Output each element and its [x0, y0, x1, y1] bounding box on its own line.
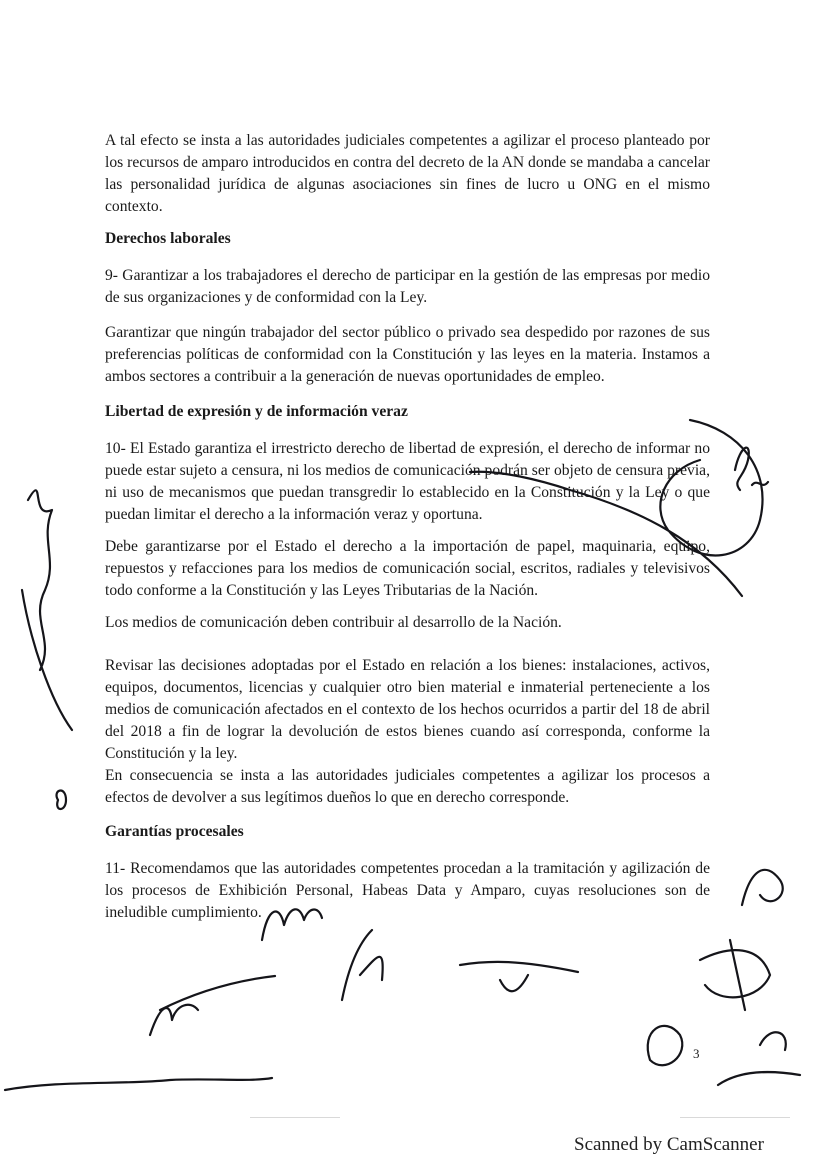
paragraph-item-9: 9- Garantizar a los trabajadores el derecho de participar en la gestión de las empresas por medio de sus organizaciones y de conformidad con la Ley.: [105, 267, 710, 306]
paragraph-amparo: A tal efecto se insta a las autoridades judiciales competentes a agilizar el proceso planteado por los recursos de amparo introducidos en contra del decreto de la AN donde se mandaba a cancelar las personalidad jurídica de algunas asociaciones sin fines de lucro u ONG en el mismo contexto.: [105, 132, 710, 215]
signature-near-cumplimiento: [262, 909, 322, 940]
camscanner-watermark: Scanned by CamScanner: [574, 1134, 764, 1155]
signature-right-1: [742, 870, 783, 905]
paragraph-despidos: Garantizar que ningún trabajador del sector público o privado sea despedido por razones de sus preferencias políticas de conformidad con la Constitución y las leyes en la materia. Instamos a ambos sectores a contribuir a la generación de nuevas oportunidades de empleo.: [105, 324, 710, 385]
signature-center-1: [342, 930, 383, 1000]
signature-center-2: [460, 962, 578, 991]
signature-initials-right: [735, 448, 768, 490]
signature-right-2: [700, 940, 770, 1010]
signature-left-margin: [22, 490, 72, 730]
signature-loop-right: [470, 420, 763, 596]
paragraph-revisar-bienes: Revisar las decisiones adoptadas por el Estado en relación a los bienes: instalaciones, activos, equipos, documentos, licencias y cualquier otro bien material e inmaterial perteneciente a los medios de comunicación afectados en el contexto de los hechos ocurridos a partir del 18 de abril del 2018 a fin de lograr la devolución de estos bienes cuando así corresponda, conforme la Constitución y la ley.: [105, 657, 710, 762]
footer-rule-left: [250, 1117, 340, 1118]
paragraph-item-11: 11- Recomendamos que las autoridades competentes procedan a la tramitación y agilización de los procesos de Exhibición Personal, Habeas Data y Amparo, cuyas resoluciones son de ineludible cumplimiento.: [105, 860, 710, 921]
signature-right-3: [648, 1026, 683, 1065]
paragraph-importacion: Debe garantizarse por el Estado el derecho a la importación de papel, maquinaria, equipo, repuestos y refacciones para los medios de comunicación social, escritos, radiales y televisivos todo conforme a la Constitución y las Leyes Tributarias de la Nación.: [105, 538, 710, 599]
signature-bottom-left-line: [5, 1078, 272, 1090]
heading-libertad-expresion: Libertad de expresión y de información veraz: [105, 403, 408, 420]
footer-rule-right: [680, 1117, 790, 1118]
page-number: 3: [693, 1046, 700, 1061]
paragraph-item-10: 10- El Estado garantiza el irrestricto derecho de libertad de expresión, el derecho de informar no puede estar sujeto a censura, ni los medios de comunicación podrán ser objeto de censura previa, ni uso de mecanismos que puedan transgredir lo establecido en la Constitución y la Ley o que puedan limitar el derecho a la información veraz y oportuna.: [105, 440, 710, 523]
signature-left-bottom: [150, 976, 275, 1035]
heading-garantias-procesales: Garantías procesales: [105, 823, 244, 840]
signature-left-mark: [57, 791, 66, 809]
signature-right-4: [718, 1032, 800, 1085]
heading-derechos-laborales: Derechos laborales: [105, 230, 231, 247]
paragraph-desarrollo: Los medios de comunicación deben contribuir al desarrollo de la Nación.: [105, 614, 562, 631]
paragraph-devolucion: En consecuencia se insta a las autoridades judiciales competentes a agilizar los procesos a efectos de devolver a sus legítimos dueños lo que en derecho corresponde.: [105, 767, 710, 806]
